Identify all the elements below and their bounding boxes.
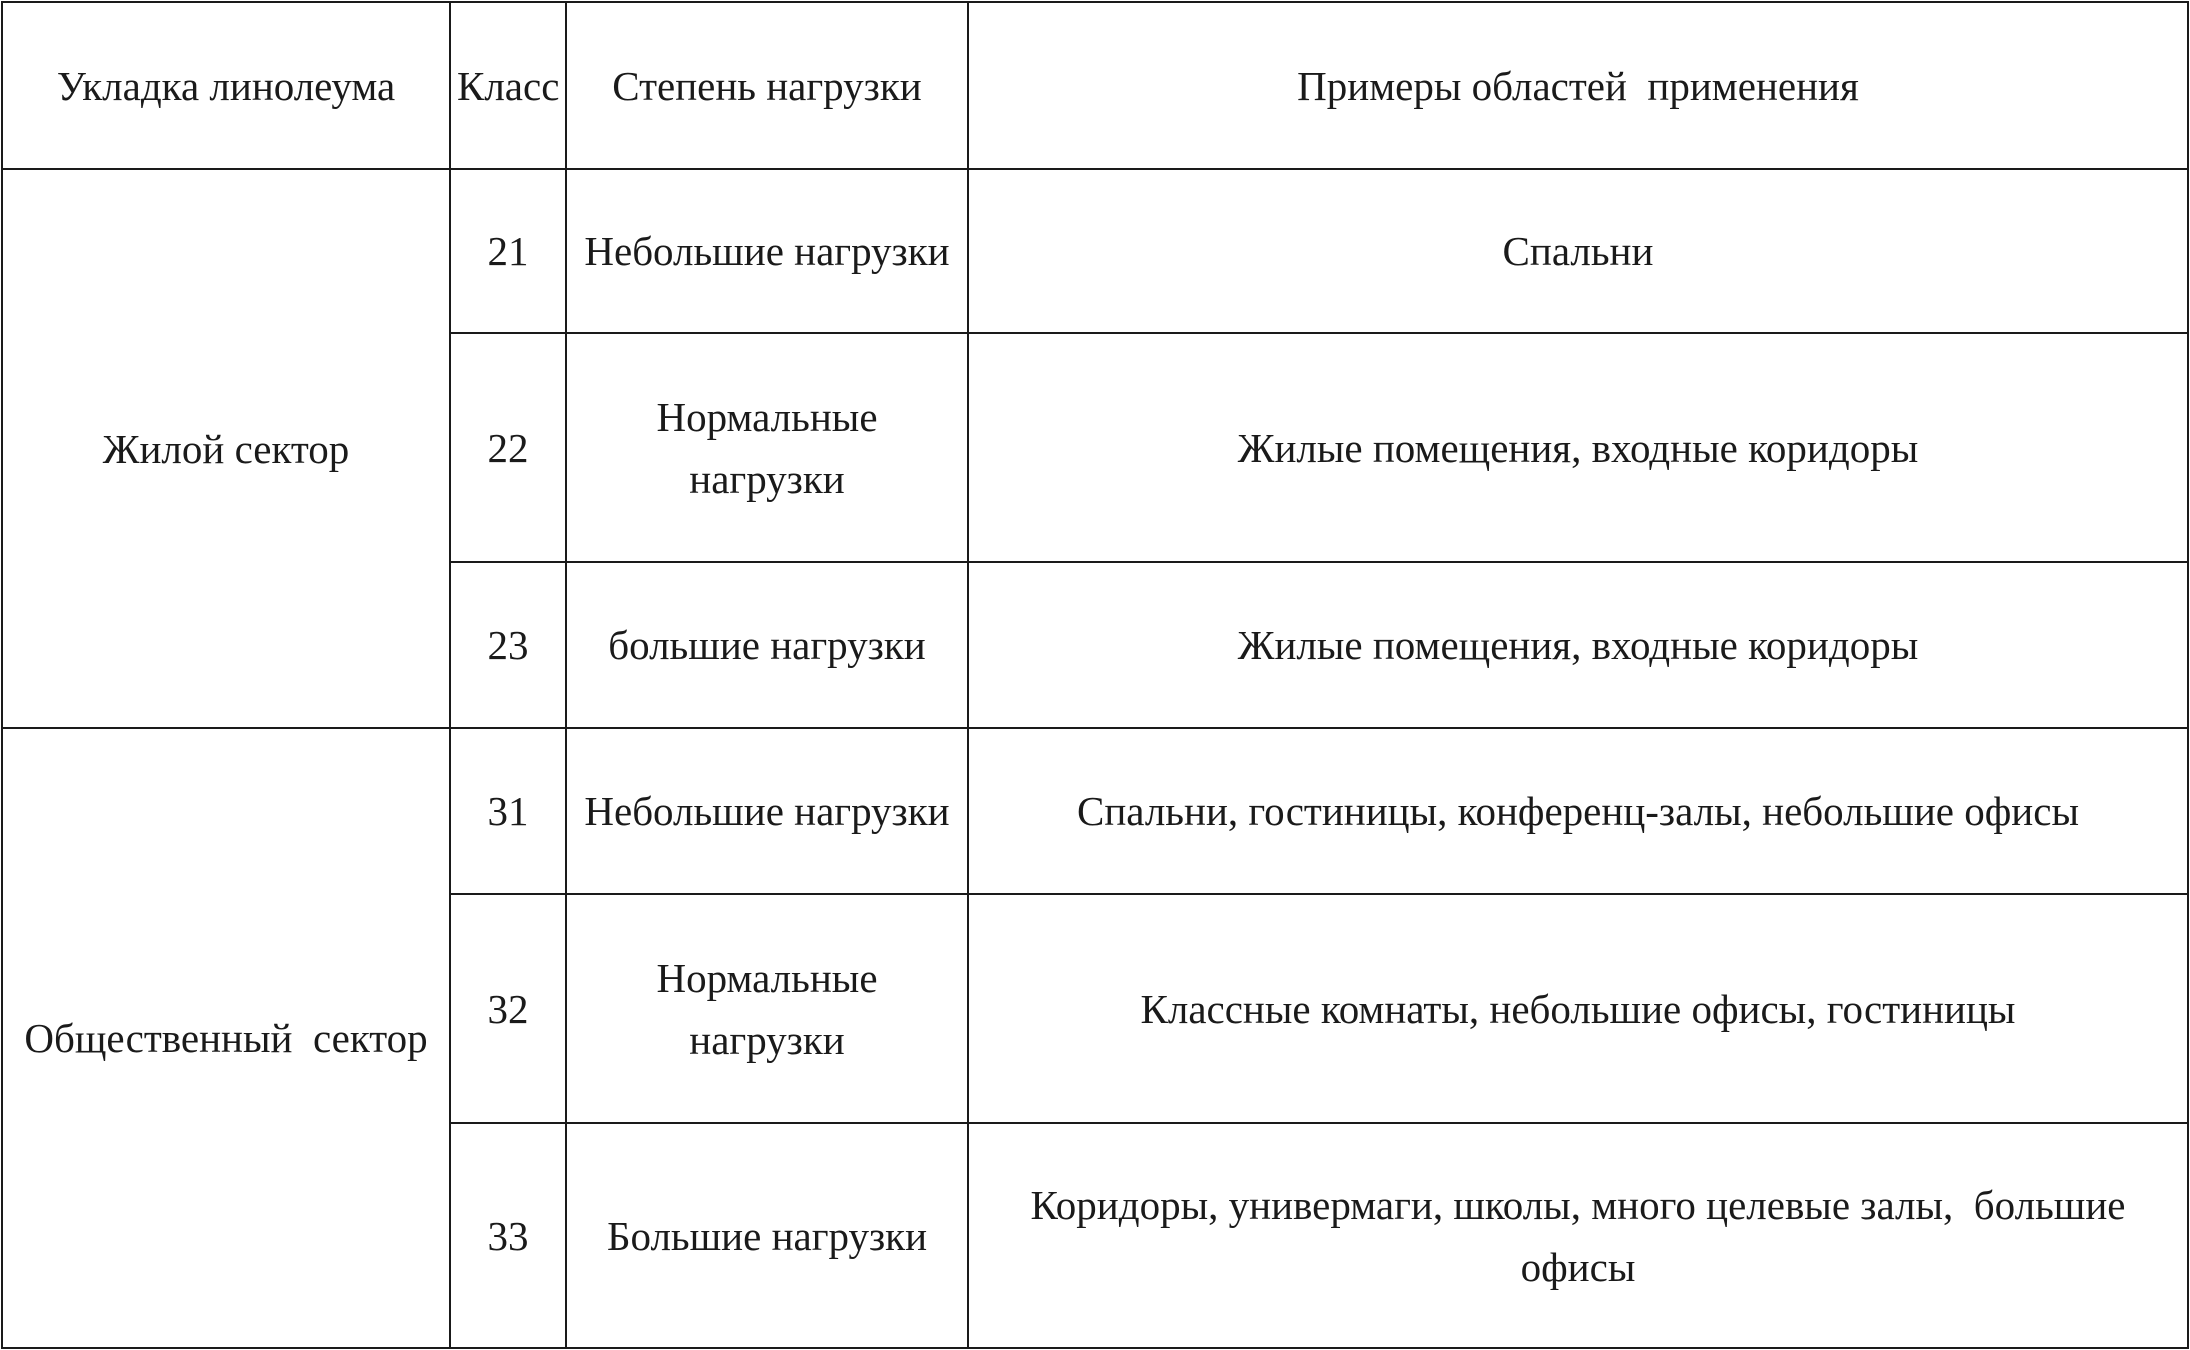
table-header-row (2, 2, 2188, 169)
class-cell: 33 (450, 1123, 566, 1348)
load-cell: Большие нагрузки (566, 1123, 968, 1348)
load-cell: Небольшие нагрузки (566, 169, 968, 333)
header-load: Степень нагрузки (566, 2, 968, 169)
table-row (2, 169, 2188, 333)
linoleum-class-table (1, 1, 2189, 1349)
load-cell-text: Нормальные нагрузки (656, 393, 878, 502)
examples-cell (968, 1123, 2188, 1348)
load-cell: большие нагрузки (566, 562, 968, 728)
header-class: Класс (450, 2, 566, 169)
load-cell-text: Нормальные нагрузки (656, 954, 878, 1063)
class-cell: 21 (450, 169, 566, 333)
examples-cell-text: Коридоры, универмаги, школы, много целевые залы, большие офисы (1030, 1181, 2136, 1290)
load-cell (566, 894, 968, 1123)
examples-cell: Классные комнаты, небольшие офисы, гостиницы (968, 894, 2188, 1123)
class-cell: 31 (450, 728, 566, 894)
class-cell: 23 (450, 562, 566, 728)
header-examples: Примеры областей применения (968, 2, 2188, 169)
header-laying: Укладка линолеума (2, 2, 450, 169)
examples-cell: Жилые помещения, входные коридоры (968, 333, 2188, 562)
class-cell: 32 (450, 894, 566, 1123)
load-cell (566, 333, 968, 562)
class-cell: 22 (450, 333, 566, 562)
table-row (2, 728, 2188, 894)
load-cell: Небольшие нагрузки (566, 728, 968, 894)
sector-cell-residential: Жилой сектор (2, 169, 450, 728)
examples-cell: Спальни, гостиницы, конференц-залы, небольшие офисы (968, 728, 2188, 894)
examples-cell: Спальни (968, 169, 2188, 333)
sector-cell-public: Общественный сектор (2, 728, 450, 1348)
examples-cell: Жилые помещения, входные коридоры (968, 562, 2188, 728)
